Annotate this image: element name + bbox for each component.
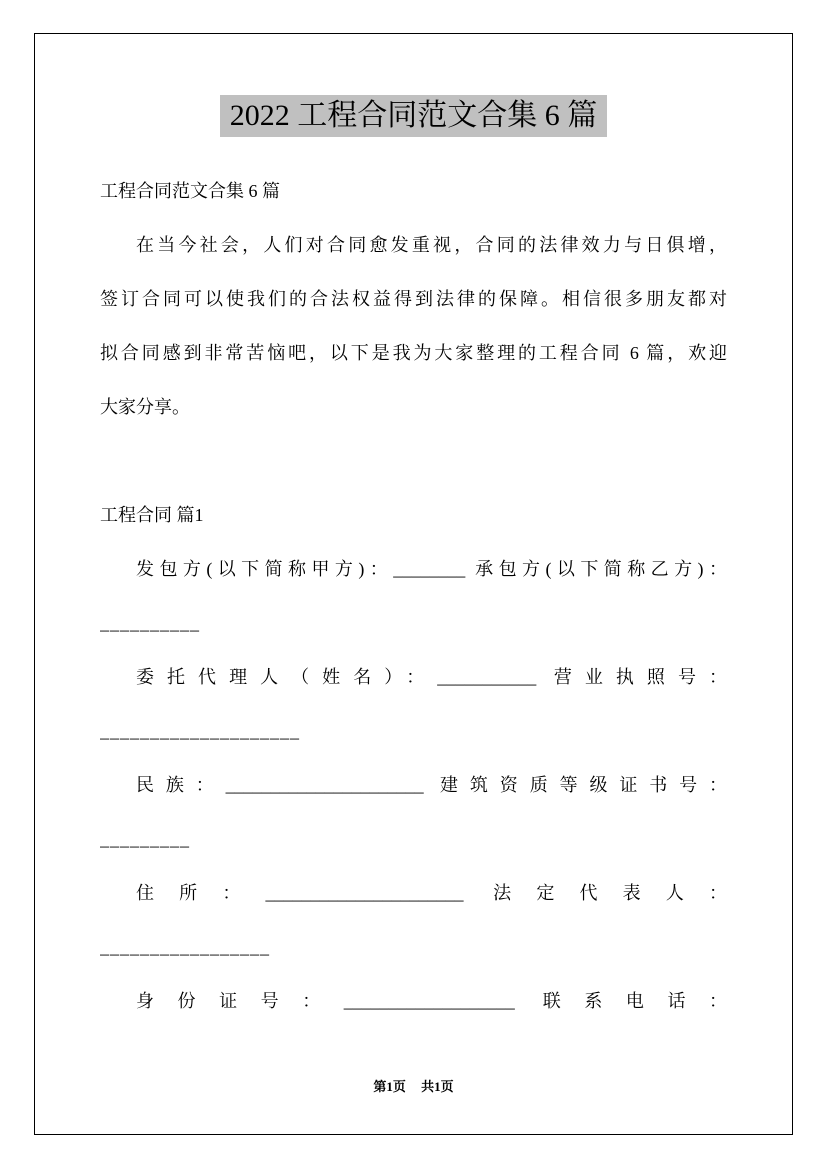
document-line: 工程合同 篇1	[100, 505, 204, 525]
document-line: 大家分享。	[100, 397, 190, 417]
document-line: 发包方(以下简称甲方)：________ 承包方(以下简称乙方)：	[136, 559, 727, 579]
document-line: 身份证号：___________________ 联系电话：	[136, 991, 727, 1011]
document-line: 委托代理人（姓名）：___________ 营业执照号：	[136, 667, 727, 687]
document-line: __________	[100, 613, 200, 633]
document-line: ____________________	[100, 721, 300, 741]
document-line: _________	[100, 829, 190, 849]
document-line: 住所：______________________ 法定代表人：	[136, 883, 727, 903]
document-line: 拟合同感到非常苦恼吧，以下是我为大家整理的工程合同 6 篇，欢迎	[100, 343, 727, 363]
document-body	[100, 164, 727, 1028]
document-line: 签订合同可以使我们的合法权益得到法律的保障。相信很多朋友都对	[100, 289, 727, 309]
document-line: _________________	[100, 937, 270, 957]
document-title-line	[100, 95, 727, 141]
document-content	[100, 95, 727, 1028]
footer-total-pages: 共1页	[421, 1079, 454, 1094]
blank-line	[100, 434, 727, 488]
page-footer	[0, 1076, 827, 1095]
document-line: 在当今社会，人们对合同愈发重视，合同的法律效力与日俱增，	[136, 235, 727, 255]
document-line: 工程合同范文合集 6 篇	[100, 181, 280, 201]
document-title: 2022 工程合同范文合集 6 篇	[220, 95, 608, 137]
footer-current-page: 第1页	[373, 1079, 406, 1094]
document-line: 民族：______________________ 建筑资质等级证书号：	[136, 775, 727, 795]
